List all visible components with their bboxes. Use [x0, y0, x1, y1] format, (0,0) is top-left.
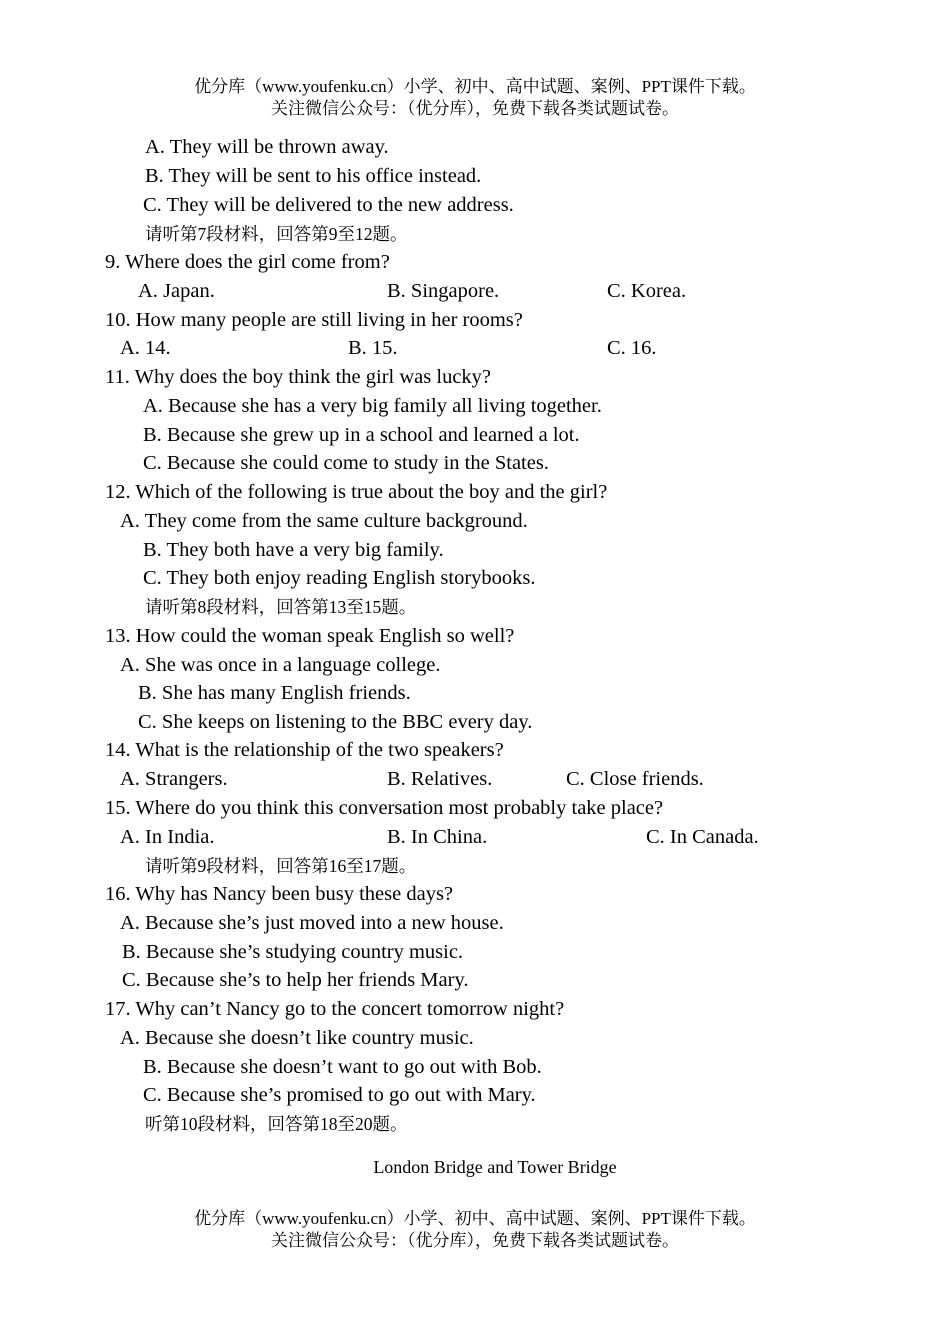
q16-stem: 16. Why has Nancy been busy these days?: [105, 883, 454, 905]
header-line-1: 优分库（www.youfenku.cn）小学、初中、高中试题、案例、PPT课件下载。: [194, 77, 756, 96]
q8-option-a: A. They will be thrown away.: [145, 136, 389, 158]
q17-option-a: A. Because she doesn’t like country music.: [120, 1027, 474, 1049]
footer-line-2: 关注微信公众号：（优分库），免费下载各类试题试卷。: [271, 1231, 679, 1250]
q9-option-a: A. Japan.: [138, 280, 215, 302]
q13-option-a: A. She was once in a language college.: [120, 654, 441, 676]
q10-option-b: B. 15.: [348, 337, 398, 359]
q13-stem: 13. How could the woman speak English so well?: [105, 625, 515, 647]
q14-stem: 14. What is the relationship of the two speakers?: [105, 739, 504, 761]
q11-option-b: B. Because she grew up in a school and learned a lot.: [143, 424, 580, 446]
q15-option-b: B. In China.: [387, 826, 488, 848]
q17-option-b: B. Because she doesn’t want to go out with Bob.: [143, 1056, 542, 1078]
q15-stem: 15. Where do you think this conversation most probably take place?: [105, 797, 664, 819]
q17-stem: 17. Why can’t Nancy go to the concert tomorrow night?: [105, 998, 565, 1020]
q10-option-a: A. 14.: [120, 337, 171, 359]
q13-option-c: C. She keeps on listening to the BBC every day.: [138, 711, 533, 733]
section-10-instruction: 听第10段材料，回答第18至20题。: [145, 1114, 408, 1134]
q14-option-a: A. Strangers.: [120, 768, 228, 790]
passage-title: London Bridge and Tower Bridge: [373, 1157, 617, 1177]
q12-option-c: C. They both enjoy reading English storybooks.: [143, 567, 536, 589]
q8-option-b: B. They will be sent to his office instead.: [145, 165, 482, 187]
q12-option-b: B. They both have a very big family.: [143, 539, 444, 561]
q16-option-c: C. Because she’s to help her friends Mary.: [122, 969, 469, 991]
q13-option-b: B. She has many English friends.: [138, 682, 411, 704]
section-8-instruction: 请听第8段材料，回答第13至15题。: [145, 597, 417, 617]
q12-stem: 12. Which of the following is true about the boy and the girl?: [105, 481, 608, 503]
q16-option-b: B. Because she’s studying country music.: [122, 941, 464, 963]
section-9-instruction: 请听第9段材料，回答第16至17题。: [145, 856, 417, 876]
section-7-instruction: 请听第7段材料，回答第9至12题。: [145, 224, 408, 244]
q9-option-b: B. Singapore.: [387, 280, 500, 302]
q16-option-a: A. Because she’s just moved into a new house.: [120, 912, 504, 934]
q14-option-c: C. Close friends.: [566, 768, 704, 790]
q17-option-c: C. Because she’s promised to go out with Mary.: [143, 1084, 536, 1106]
header-line-2: 关注微信公众号：（优分库），免费下载各类试题试卷。: [271, 99, 679, 118]
q12-option-a: A. They come from the same culture background.: [120, 510, 528, 532]
q11-option-a: A. Because she has a very big family all living together.: [143, 395, 602, 417]
q9-option-c: C. Korea.: [607, 280, 687, 302]
q9-stem: 9. Where does the girl come from?: [105, 251, 390, 273]
q15-option-a: A. In India.: [120, 826, 215, 848]
q15-option-c: C. In Canada.: [646, 826, 759, 848]
q10-option-c: C. 16.: [607, 337, 657, 359]
q10-stem: 10. How many people are still living in her rooms?: [105, 309, 523, 331]
q11-stem: 11. Why does the boy think the girl was lucky?: [105, 366, 492, 388]
q14-option-b: B. Relatives.: [387, 768, 493, 790]
q11-option-c: C. Because she could come to study in the States.: [143, 452, 549, 474]
footer-line-1: 优分库（www.youfenku.cn）小学、初中、高中试题、案例、PPT课件下载。: [194, 1209, 756, 1228]
q8-option-c: C. They will be delivered to the new address.: [143, 194, 514, 216]
